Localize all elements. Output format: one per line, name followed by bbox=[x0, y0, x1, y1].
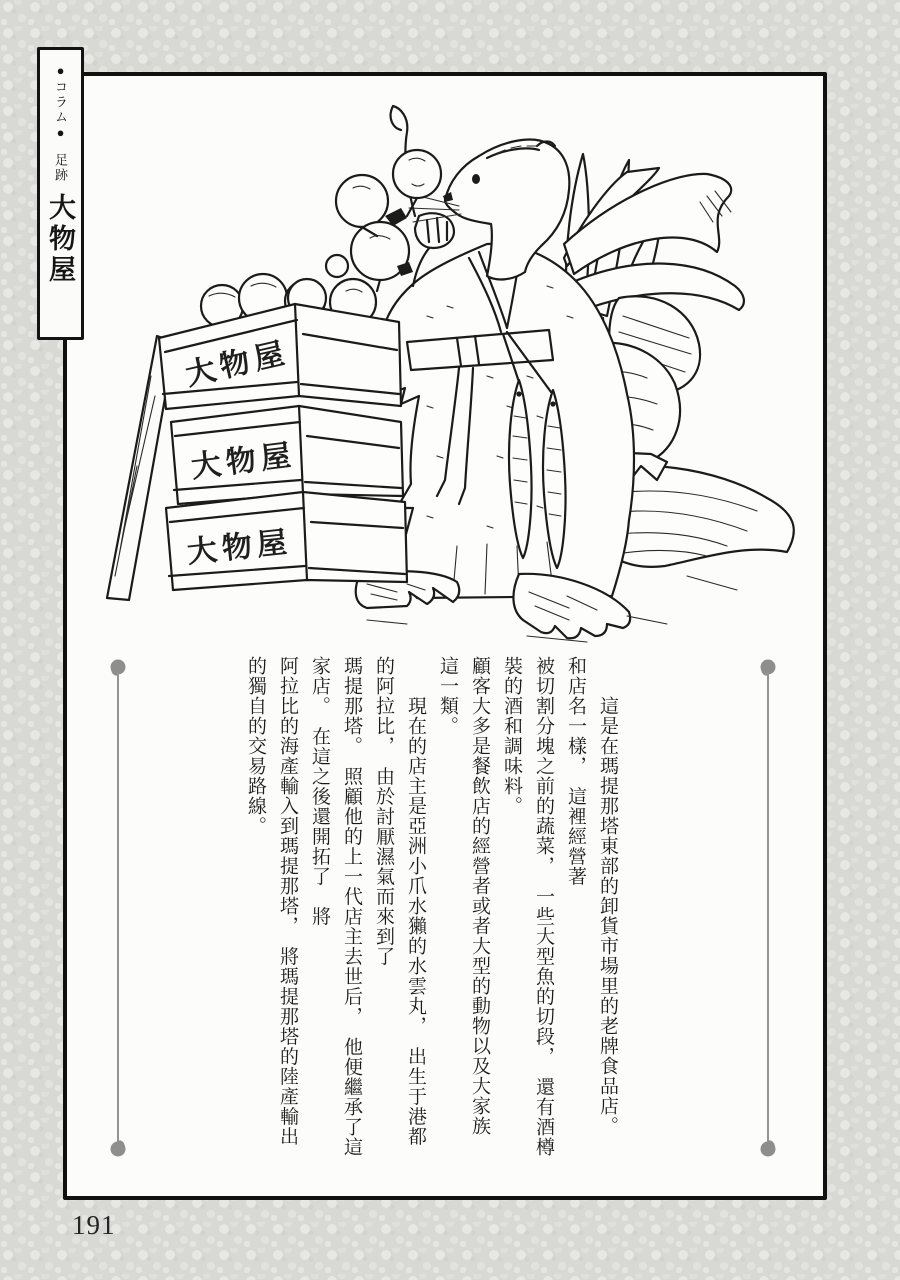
right-ornament-rule bbox=[759, 658, 777, 1158]
column-illustration bbox=[67, 76, 823, 654]
webbed-feet bbox=[356, 571, 737, 642]
text-column: 這是在瑪提那塔東部的卸貨市場里的老牌食品店。 bbox=[597, 656, 618, 1136]
crate-label: 大物屋 bbox=[189, 438, 298, 485]
text-column: 的阿拉比， 由於討厭濕氣而來到了 bbox=[373, 656, 394, 967]
text-column: 現在的店主是亞洲小爪水獺的水雲丸， 出生于港都 bbox=[405, 656, 426, 1147]
text-column: 裝的酒和調味料。 bbox=[501, 656, 522, 816]
column-marker: ●コラム● bbox=[53, 63, 68, 142]
crates bbox=[159, 304, 407, 590]
crate-label: 大物屋 bbox=[182, 336, 293, 393]
text-column: 這一類。 bbox=[437, 656, 458, 736]
article-text bbox=[239, 656, 623, 1178]
text-column: 家店。 在這之後還開拓了 將 bbox=[309, 656, 330, 927]
crate-label: 大物屋 bbox=[185, 525, 294, 570]
text-column: 顧客大多是餐飲店的經營者或者大型的動物以及大家族 bbox=[469, 656, 490, 1136]
text-column: 被切割分塊之前的蔬菜， 一些大型魚的切段， 還有酒樽 bbox=[533, 656, 554, 1157]
text-column: 的獨自的交易路線。 bbox=[245, 656, 266, 836]
text-column: 和店名一樣， 這裡經營著 bbox=[565, 656, 586, 887]
content-frame bbox=[63, 72, 827, 1200]
page-number: 191 bbox=[72, 1210, 116, 1240]
text-column: 阿拉比的海產輸入到瑪提那塔， 將瑪提那塔的陸產輸出 bbox=[277, 656, 298, 1147]
column-title: 大物屋 bbox=[45, 193, 75, 286]
sidebar-title-box bbox=[37, 47, 84, 340]
series-label: 足跡 bbox=[53, 153, 68, 183]
text-column: 瑪提那塔。 照顧他的上一代店主去世后， 他便繼承了這 bbox=[341, 656, 362, 1157]
left-ornament-rule bbox=[109, 658, 127, 1158]
